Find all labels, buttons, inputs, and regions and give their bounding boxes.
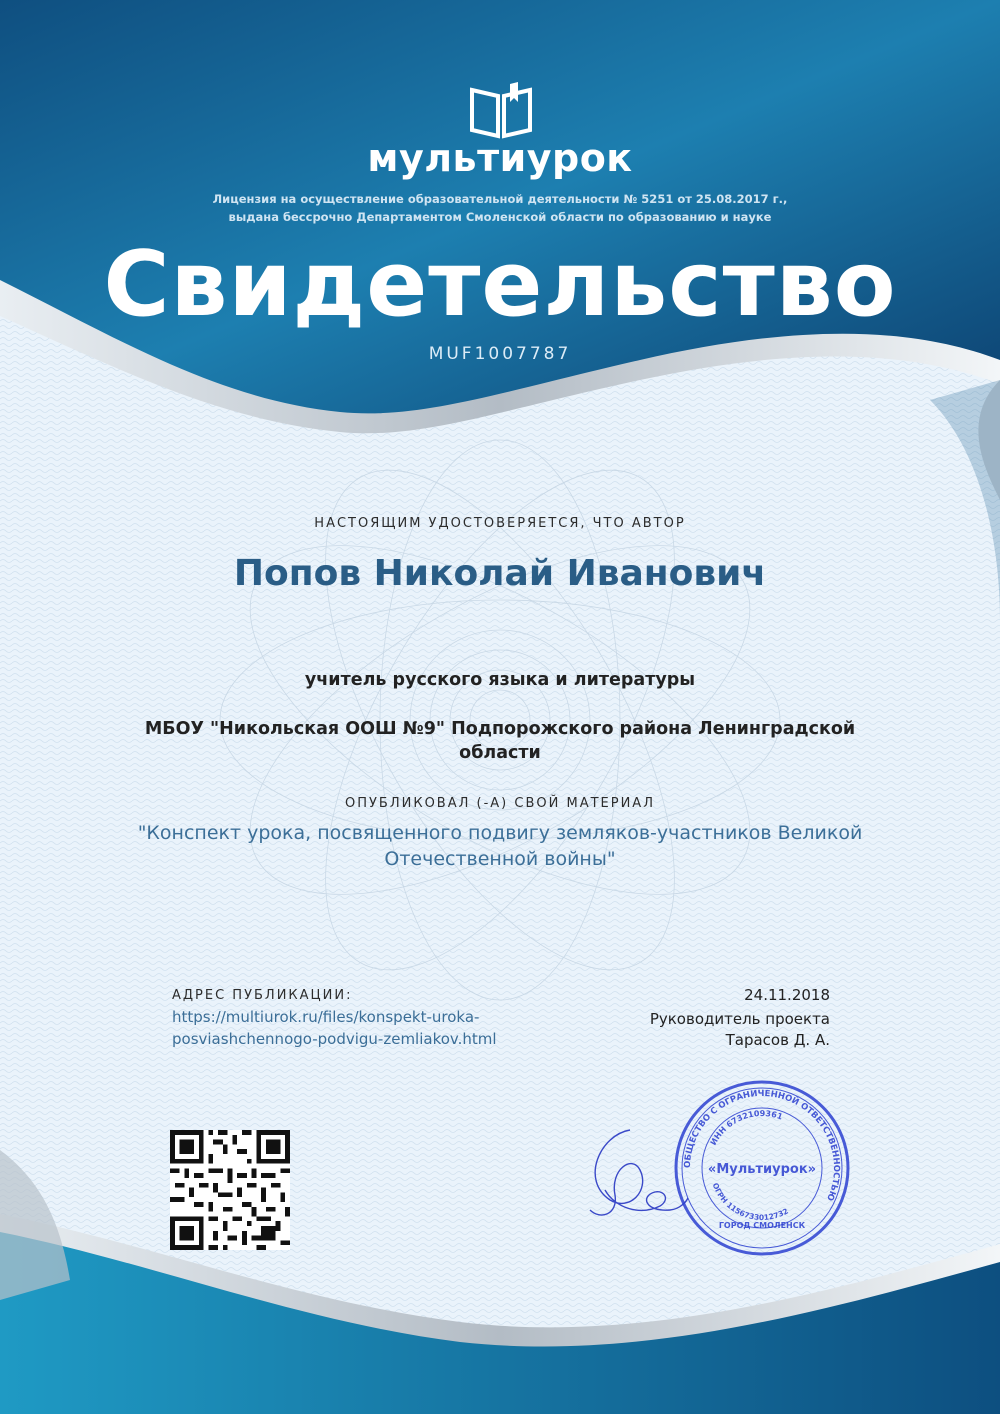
seal-inn: ИНН 6732109361 — [708, 1108, 784, 1147]
material-title: "Конспект урока, посвященного подвигу земляков-участников Великой Отечественной войны" — [137, 822, 863, 870]
seal-ogrn: ОГРН 1156733012732 — [710, 1181, 790, 1223]
license-line-1: Лицензия на осуществление образовательной деятельности № 5251 от 25.08.2017 г., — [212, 192, 788, 206]
author-organization: МБОУ "Никольская ООШ №9" Подпорожского района Ленинградской области — [144, 719, 856, 763]
seal-city: ГОРОД СМОЛЕНСК — [718, 1221, 806, 1230]
signer-block — [650, 1009, 830, 1051]
brand-name: мультиурок — [367, 136, 633, 180]
license-line-2: выдана бессрочно Департаментом Смоленской области по образованию и науке — [228, 210, 772, 224]
seal-outer-text: ОБЩЕСТВО С ОГРАНИЧЕННОЙ ОТВЕТСТВЕННОСТЬЮ — [682, 1088, 842, 1203]
certificate-number: MUF1007787 — [428, 344, 572, 364]
published-label: ОПУБЛИКОВАЛ (-А) СВОЙ МАТЕРИАЛ — [345, 796, 655, 811]
seal-center-text: «Мультиурок» — [707, 1162, 817, 1177]
company-seal — [672, 1078, 852, 1258]
certificate-date: 24.11.2018 — [744, 986, 830, 1004]
signer-role: Руководитель проекта — [649, 1010, 830, 1028]
publication-url[interactable] — [172, 1006, 497, 1050]
open-book-icon — [468, 80, 534, 140]
svg-text:ОГРН 1156733012732 — [711, 1182, 790, 1222]
url-line-1[interactable]: https://multiurok.ru/files/konspekt-uroka- — [172, 1008, 480, 1026]
signer-name: Тарасов Д. А. — [725, 1031, 830, 1049]
license-text — [0, 190, 1000, 226]
svg-text:ИНН 6732109361 — [709, 1109, 784, 1147]
url-line-2[interactable]: posviashchennogo-podvigu-zemliakov.html — [172, 1030, 497, 1048]
author-position: учитель русского языка и литературы — [304, 670, 696, 690]
intro-text: НАСТОЯЩИМ УДОСТОВЕРЯЕТСЯ, ЧТО АВТОР — [314, 516, 686, 531]
address-label: АДРЕС ПУБЛИКАЦИИ: — [172, 988, 353, 1003]
author-name: Попов Николай Иванович — [233, 553, 767, 594]
certificate-title: Свидетельство — [103, 232, 897, 337]
qr-code-icon — [170, 1130, 290, 1250]
